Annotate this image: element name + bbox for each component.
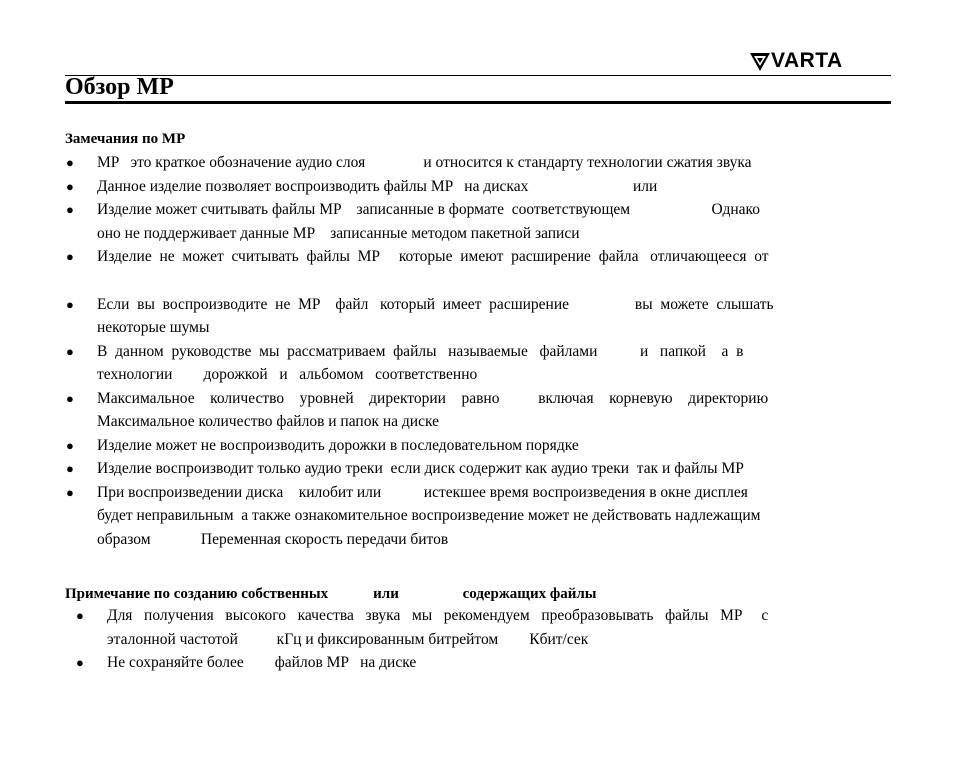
list-item (66, 387, 890, 434)
list-item (66, 293, 890, 340)
list-item (66, 457, 890, 481)
title-underline (65, 101, 891, 104)
list-item (66, 245, 890, 293)
list-item-text: При воспроизведении диска килобит или истекшее время воспроизведения в окне дисплея (97, 483, 748, 501)
list-item-text: Если вы воспроизводите не MP файл который имеет расширение вы можете слышать (97, 295, 774, 313)
list-item-continuation: эталонной частотой кГц и фиксированным битрейтом Кбит/сек (107, 630, 589, 648)
list-item (66, 340, 890, 387)
recommendations-list (76, 604, 890, 675)
list-item-continuation: технологии дорожкой и альбомом соответственно (97, 366, 478, 383)
list-item (66, 175, 890, 199)
section1-heading: Замечания по MP (65, 131, 186, 147)
list-item (66, 434, 890, 458)
list-item-text: Изделие воспроизводит только аудио треки если диск содержит как аудио треки так и файлы MP (97, 460, 744, 477)
list-item-text: Изделие может не воспроизводить дорожки в последовательном порядке (97, 436, 579, 454)
list-item-text: Максимальное количество уровней директории равно включая корневую директорию (97, 389, 769, 407)
bullet-icon: ● (66, 249, 74, 264)
bullet-icon: ● (66, 343, 74, 359)
list-item-continuation: Максимальное количество файлов и папок на диске (97, 413, 439, 430)
list-item (66, 151, 890, 175)
list-item-text: Изделие не может считывать файлы MP которые имеют расширение файла отличающееся от (97, 248, 769, 265)
bullet-icon: ● (66, 155, 74, 170)
list-item-text: Изделие может считывать файлы MP записанные в формате соответствующем Однако (97, 201, 761, 218)
section2-heading: Примечание по созданию собственных или содержащих файлы (65, 586, 597, 602)
list-item-text: Не сохраняйте более файлов MP на диске (107, 654, 417, 671)
list-item-continuation: некоторые шумы (97, 319, 210, 336)
list-item (76, 651, 890, 675)
list-item (66, 481, 890, 552)
bullet-icon: ● (66, 390, 74, 406)
bullet-icon: ● (66, 437, 74, 453)
list-item-text: Данное изделие позволяет воспроизводить файлы MP на дисках или (97, 177, 658, 195)
list-item-text: В данном руководстве мы рассматриваем файлы называемые файлами и папкой а в (97, 342, 744, 360)
list-item (76, 604, 890, 651)
bullet-icon: ● (66, 296, 74, 312)
bullet-icon: ● (66, 178, 74, 194)
page-title: Обзор MP (65, 74, 174, 100)
varta-emblem-icon (750, 53, 770, 71)
bullet-icon: ● (66, 484, 74, 500)
bullet-icon: ● (66, 202, 74, 217)
varta-logo-text: VARTA (771, 49, 843, 72)
varta-logo (750, 49, 893, 72)
list-item-text: MP это краткое обозначение аудио слоя и относится к стандарту технологии сжатия звука (97, 154, 752, 171)
list-item (66, 198, 890, 245)
list-item-continuation: образом Переменная скорость передачи битов (97, 530, 449, 548)
bullet-icon: ● (66, 461, 74, 476)
blank-line (97, 269, 890, 293)
list-item-text: Для получения высокого качества звука мы рекомендуем преобразовывать файлы MP с (107, 607, 769, 624)
list-item-continuation: оно не поддерживает данные MP записанные методом пакетной записи (97, 224, 580, 242)
bullet-icon: ● (76, 655, 84, 670)
list-item-continuation: будет неправильным а также ознакомительное воспроизведение может не действовать надлежащим (97, 507, 761, 524)
header-rule (65, 75, 891, 76)
notes-list (66, 151, 890, 551)
bullet-icon: ● (76, 608, 84, 623)
